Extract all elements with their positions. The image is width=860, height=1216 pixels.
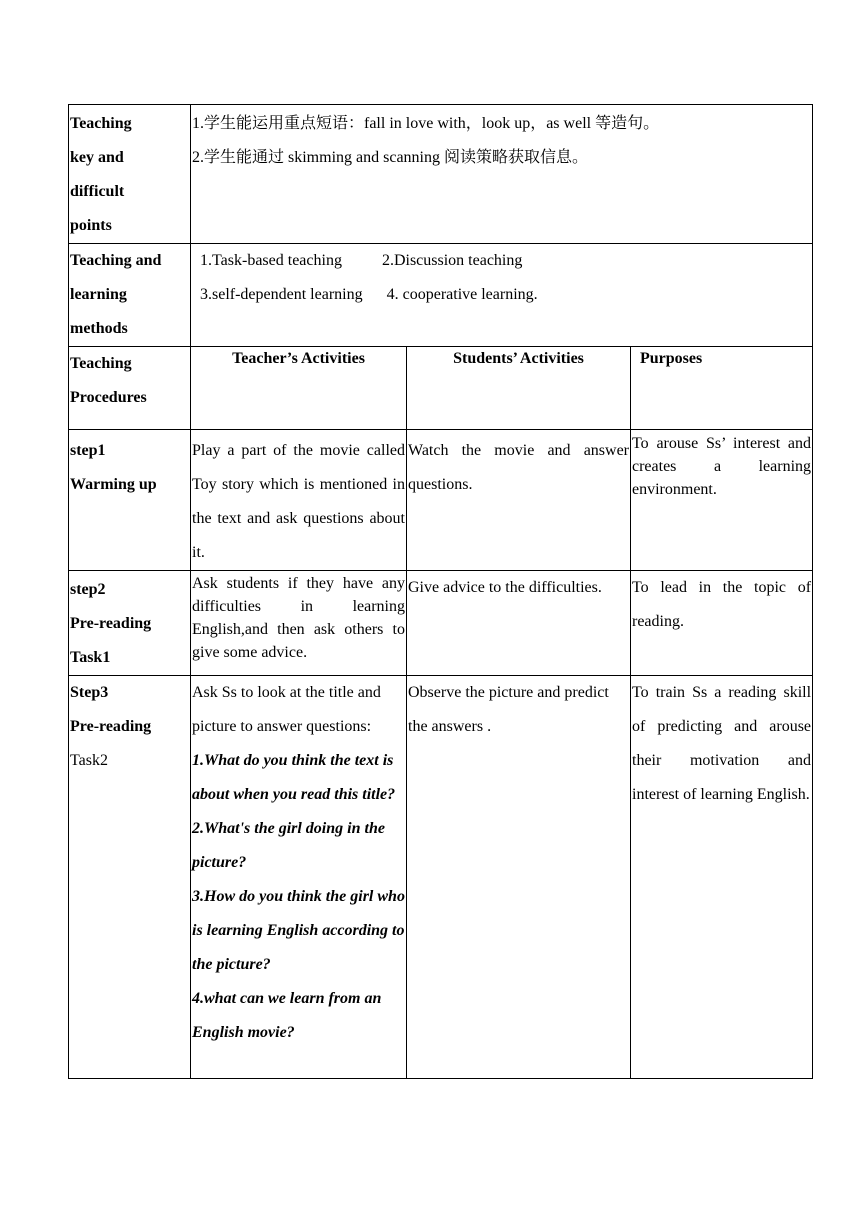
label-line: Teaching and	[70, 252, 162, 269]
label-line: Task1	[70, 649, 111, 666]
step3-purpose-text: To train Ss a reading skill of predicting and arouse their motivation and interest of learning English.	[632, 684, 812, 803]
header-purposes-text: Purposes	[640, 350, 703, 367]
header-students-activities	[407, 347, 631, 430]
label-line: learning	[70, 286, 127, 303]
step3-students-text: Observe the picture and predict the answers .	[408, 684, 609, 735]
step3-question: 1.What do you think the text is about when you read this title?	[192, 752, 396, 803]
step1-label	[69, 430, 191, 571]
row-key-points	[69, 105, 813, 244]
label-line: Teaching	[70, 115, 132, 132]
step1-purpose	[631, 430, 813, 571]
label-line: points	[70, 217, 112, 234]
step2-purpose-text: To lead in the topic of reading.	[632, 579, 812, 630]
row-methods	[69, 244, 813, 347]
header-students-text: Students’ Activities	[453, 350, 584, 367]
label-line: Pre-reading	[70, 718, 152, 735]
procedures-label	[69, 347, 191, 430]
step1-students-text: Watch the movie and answer questions.	[408, 442, 629, 493]
key-points-content	[191, 105, 813, 244]
step3-teacher	[191, 676, 407, 1079]
header-teacher-activities	[191, 347, 407, 430]
method-item: 1.Task-based teaching	[200, 252, 342, 269]
step1-students	[407, 430, 631, 571]
step3-question: 2.What's the girl doing in the picture?	[192, 820, 385, 871]
methods-line-1	[200, 244, 811, 278]
row-step2	[69, 571, 813, 676]
step3-students	[407, 676, 631, 1079]
step3-question: 4.what can we learn from an English movie?	[192, 990, 382, 1041]
method-item: 2.Discussion teaching	[381, 252, 523, 269]
label-line: Teaching	[70, 355, 132, 372]
key-points-label	[69, 105, 191, 244]
method-item: 3.self-dependent learning	[200, 286, 363, 303]
step3-teacher-intro: Ask Ss to look at the title and picture to answer questions:	[192, 684, 381, 735]
step2-teacher	[191, 571, 407, 676]
header-purposes	[631, 347, 813, 430]
row-procedures-header	[69, 347, 813, 430]
step1-purpose-text: To arouse Ss’ interest and creates a learning environment.	[632, 435, 812, 498]
row-step1	[69, 430, 813, 571]
step2-teacher-text: Ask students if they have any difficulties in learning English,and then ask others to give some advice.	[192, 575, 405, 661]
label-line: key and	[70, 149, 124, 166]
label-line: difficult	[70, 183, 125, 200]
step3-purpose	[631, 676, 813, 1079]
label-line: Warming up	[70, 476, 157, 493]
step1-teacher-text: Play a part of the movie called Toy story which is mentioned in the text and ask questions about it.	[192, 442, 405, 561]
key-point-line: 2.学生能通过 skimming and scanning 阅读策略获取信息。	[192, 149, 588, 166]
label-line: step1	[70, 442, 106, 459]
step2-label	[69, 571, 191, 676]
label-line: Task2	[70, 752, 108, 769]
label-line: Step3	[70, 684, 109, 701]
key-point-line: 1.学生能运用重点短语：fall in love with，look up，as well 等造句。	[192, 115, 660, 132]
methods-content	[191, 244, 813, 347]
label-line: methods	[70, 320, 128, 337]
methods-label	[69, 244, 191, 347]
label-line: Procedures	[70, 389, 147, 406]
methods-line-2	[200, 278, 811, 312]
step3-label	[69, 676, 191, 1079]
step1-teacher	[191, 430, 407, 571]
step2-students-text: Give advice to the difficulties.	[408, 579, 602, 596]
step2-students	[407, 571, 631, 676]
step2-purpose	[631, 571, 813, 676]
method-item: 4. cooperative learning.	[386, 286, 538, 303]
lesson-plan-table	[68, 104, 813, 1079]
row-step3	[69, 676, 813, 1079]
label-line: step2	[70, 581, 106, 598]
step3-question: 3.How do you think the girl who is learning English according to the picture?	[192, 888, 405, 973]
header-teacher-text: Teacher’s Activities	[232, 350, 365, 367]
label-line: Pre-reading	[70, 615, 152, 632]
